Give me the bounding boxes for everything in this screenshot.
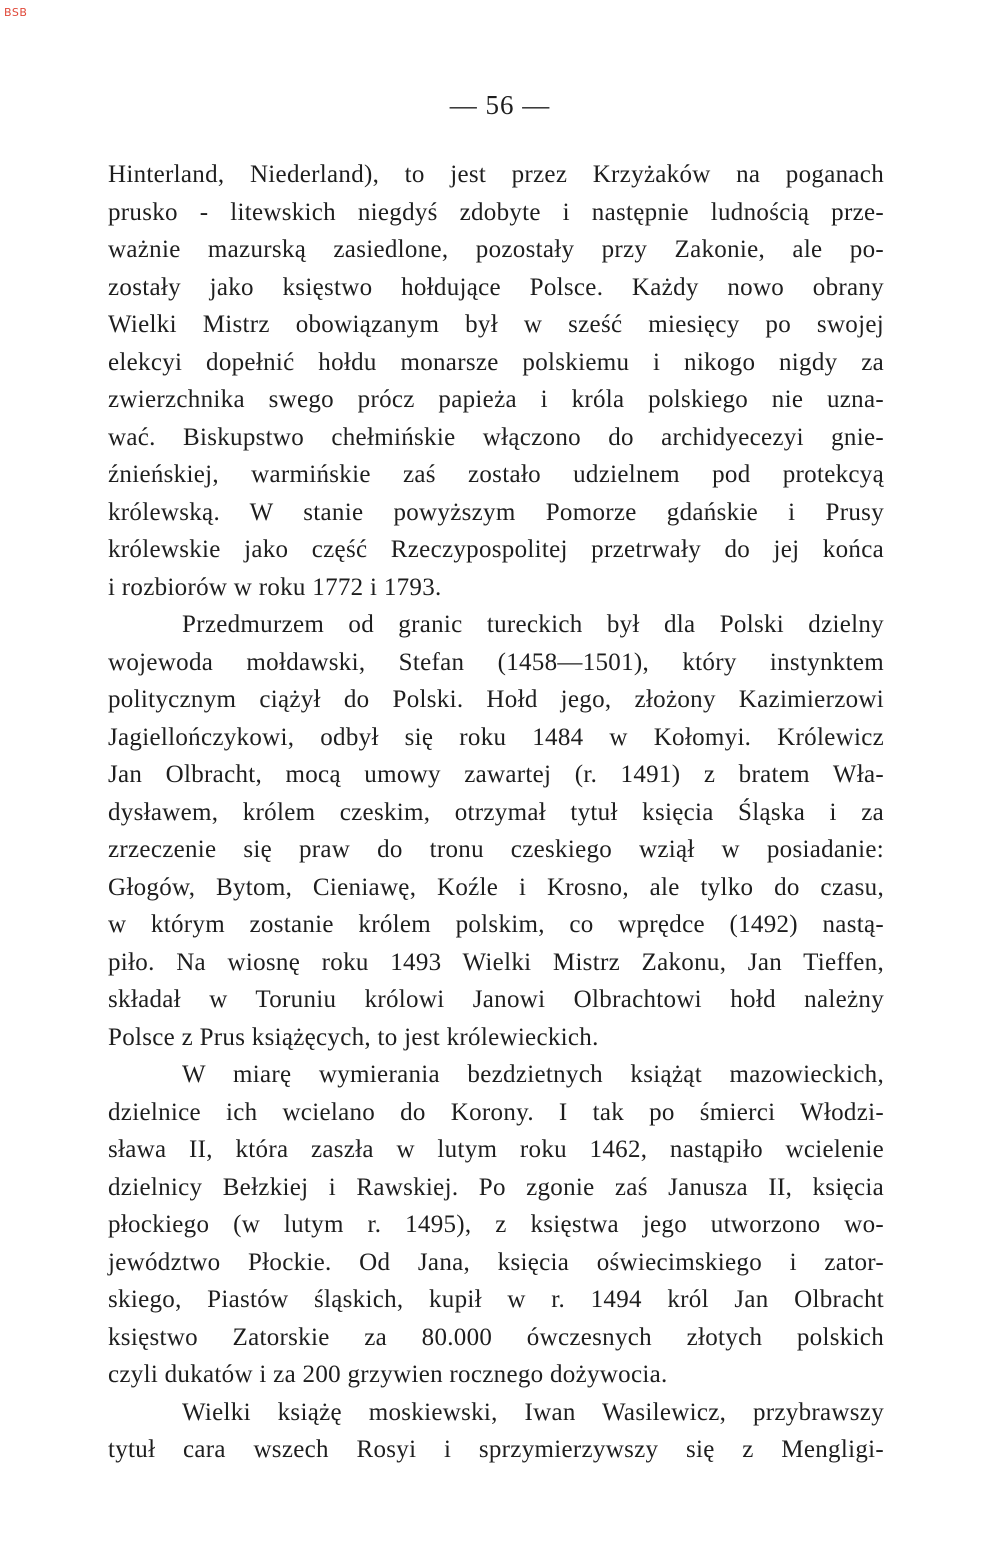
text-line: Jan Olbracht, mocą umowy zawartej (r. 1491) z bratem Wła- — [108, 761, 884, 788]
text-line: piło. Na wiosnę roku 1493 Wielki Mistrz Zakonu, Jan Tieffen, — [108, 948, 884, 976]
text-line: Wielki Mistrz obowiązanym był w sześć miesięcy po swojej — [108, 311, 884, 338]
text-line: zrzeczenie się praw do tronu czeskiego wziął w posiadanie: — [108, 836, 884, 863]
text-line: dysławem, królem czeskim, otrzymał tytuł księcia Śląska i za — [108, 798, 884, 826]
text-line: królewskie jako część Rzeczypospolitej przetrwały do jej końca — [108, 536, 884, 563]
text-line: w którym zostanie królem polskim, co wprędce (1492) nastą- — [108, 911, 884, 938]
text-line: Polsce z Prus książęcych, to jest królewieckich. — [108, 1023, 599, 1051]
text-line: i rozbiorów w roku 1772 i 1793. — [108, 573, 442, 601]
text-line: zwierzchnika swego prócz papieża i króla polskiego nie uzna- — [108, 386, 884, 413]
text-line: politycznym ciążył do Polski. Hołd jego, złożony Kazimierzowi — [108, 686, 884, 713]
text-line: zostały jako księstwo hołdujące Polsce. Każdy nowo obrany — [108, 273, 884, 301]
text-line: królewską. W stanie powyższym Pomorze gdańskie i Prusy — [108, 498, 884, 526]
text-line: elekcyi dopełnić hołdu monarsze polskiemu i nikogo nigdy za — [108, 348, 884, 376]
text-line: dzielnice ich wcielano do Korony. I tak po śmierci Włodzi- — [108, 1098, 884, 1126]
text-line: W miarę wymierania bezdzietnych książąt mazowieckich, — [182, 1061, 884, 1088]
text-line: prusko - litewskich niegdyś zdobyte i następnie ludnością prze- — [108, 198, 884, 226]
text-line: wać. Biskupstwo chełmińskie włączono do archidyecezyi gnie- — [108, 423, 884, 451]
text-line: wojewoda mołdawski, Stefan (1458—1501), który instynktem — [108, 648, 884, 676]
text-line: księstwo Zatorskie za 80.000 ówczesnych złotych polskich — [108, 1323, 884, 1351]
text-line: dzielnicy Bełzkiej i Rawskiej. Po zgonie zaś Janusza II, księcia — [108, 1173, 884, 1201]
text-line: ważnie mazurską zasiedlone, pozostały przy Zakonie, ale po- — [108, 236, 884, 263]
text-line: Wielki książę moskiewski, Iwan Wasilewicz, przybrawszy — [182, 1398, 884, 1426]
text-line: sława II, która zaszła w lutym roku 1462, nastąpiło wcielenie — [108, 1136, 884, 1163]
text-line: składał w Toruniu królowi Janowi Olbrachtowi hołd należny — [108, 986, 884, 1013]
text-line: Przedmurzem od granic tureckich był dla Polski dzielny — [182, 611, 884, 638]
text-line: czyli dukatów i za 200 grzywien rocznego dożywocia. — [108, 1361, 668, 1388]
text-line: Jagiellończykowi, odbył się roku 1484 w Kołomyi. Królewicz — [108, 723, 884, 751]
text-line: Hinterland, Niederland), to jest przez Krzyżaków na poganach — [108, 161, 884, 188]
text-line: tytuł cara wszech Rosyi i sprzymierzywszy się z Mengligi- — [108, 1436, 884, 1463]
text-line: źnieńskiej, warmińskie zaś zostało udzielnem pod protekcyą — [108, 461, 884, 488]
body-text — [108, 156, 884, 1469]
text-line: skiego, Piastów śląskich, kupił w r. 1494 król Jan Olbracht — [108, 1286, 884, 1313]
page-number: — 56 — — [449, 90, 551, 120]
text-line: jewództwo Płockie. Od Jana, księcia oświecimskiego i zator- — [108, 1248, 884, 1276]
library-stamp: BSB — [4, 6, 28, 19]
text-line: Głogów, Bytom, Cieniawę, Koźle i Krosno, ale tylko do czasu, — [108, 873, 884, 901]
text-line: płockiego (w lutym r. 1495), z księstwa jego utworzono wo- — [108, 1211, 884, 1238]
